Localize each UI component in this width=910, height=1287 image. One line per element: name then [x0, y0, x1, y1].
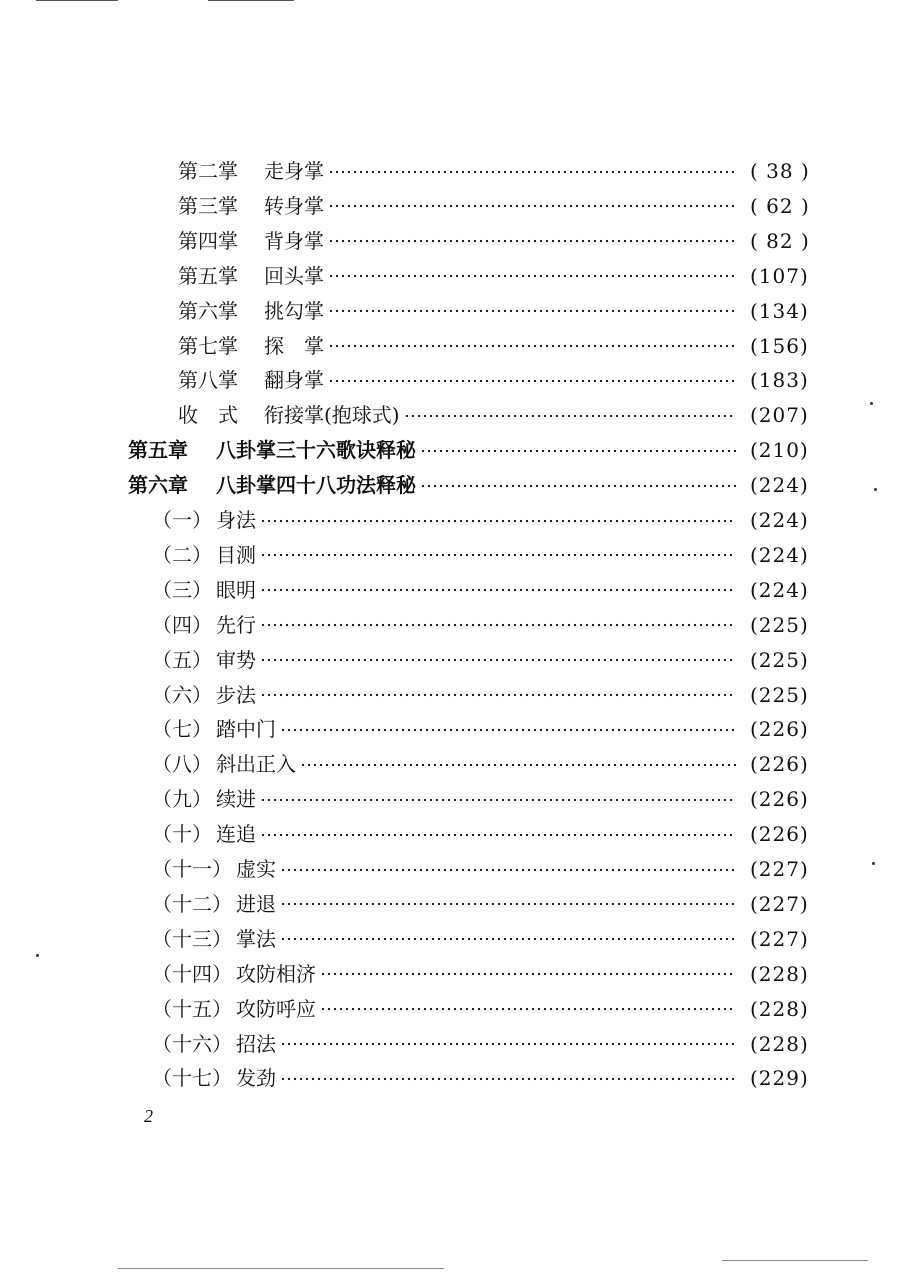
toc-entry-label: 第四掌 [178, 228, 238, 253]
toc-entry-page: (227) [750, 926, 809, 951]
dot-leader [328, 344, 736, 348]
dot-leader [280, 1042, 736, 1046]
toc-entry-title: 掌法 [236, 926, 276, 951]
toc-row [0, 468, 910, 503]
toc-row [0, 887, 910, 922]
toc-entry-page: (228) [750, 961, 809, 986]
toc-entry-page: (226) [750, 717, 809, 742]
toc-entry-page: (227) [750, 891, 809, 916]
toc-entry-page: (224) [750, 542, 809, 567]
dot-leader [280, 902, 736, 906]
toc-entry-label: （三） [152, 577, 212, 602]
toc-row [0, 363, 910, 398]
toc-entry-heading [152, 782, 256, 817]
toc-row [0, 817, 910, 852]
toc-entry-heading [178, 259, 324, 294]
toc-entry-heading [178, 154, 324, 189]
toc-row [0, 643, 910, 678]
toc-row [0, 573, 910, 608]
toc-row [0, 294, 910, 329]
dot-leader [260, 693, 736, 697]
toc-entry-page: (107) [750, 263, 809, 288]
toc-entry-heading [178, 189, 324, 224]
toc-entry-page: (225) [750, 647, 809, 672]
toc-row [0, 433, 910, 468]
toc-entry-label: （十六） [152, 1031, 232, 1056]
toc-entry-page: (225) [750, 682, 809, 707]
toc-entry-label: 第五掌 [178, 263, 238, 288]
dot-leader [300, 763, 736, 767]
scan-speck [874, 488, 877, 491]
toc-entry-label: 收 式 [178, 403, 238, 428]
toc-entry-label: 第三掌 [178, 193, 238, 218]
toc-entry-label: （十） [152, 822, 212, 847]
toc-entry-title: 踏中门 [216, 717, 276, 742]
toc-entry-title: 先行 [216, 612, 256, 637]
toc-entry-heading [152, 643, 256, 678]
toc-entry-heading [178, 363, 324, 398]
toc-entry-heading [178, 398, 400, 433]
toc-entry-page: (210) [750, 438, 809, 463]
toc-entry-label: （十二） [152, 891, 232, 916]
dot-leader [280, 728, 736, 732]
toc-row [0, 538, 910, 573]
toc-entry-label: （十一） [152, 857, 232, 881]
toc-entry-page: (207) [750, 403, 809, 428]
toc-row [0, 503, 910, 538]
toc-entry-title: 探 掌 [264, 333, 324, 358]
toc-entry-title: 审势 [216, 647, 256, 672]
toc-entry-title: 连追 [216, 822, 256, 847]
toc-entry-title: 斜出正入 [216, 752, 296, 777]
toc-entry-heading [152, 992, 316, 1027]
toc-entry-heading [152, 503, 256, 538]
dot-leader [328, 170, 736, 174]
toc-entry-label: （十五） [152, 996, 232, 1021]
toc-entry-page: (228) [750, 996, 809, 1021]
toc-entry-page: (224) [750, 577, 809, 602]
toc-entry-label: （十七） [152, 1066, 232, 1091]
toc-row [0, 329, 910, 364]
toc-entry-title: 走身掌 [264, 159, 324, 183]
toc-entry-label: 第二掌 [178, 159, 238, 183]
toc-entry-page: ( 62 ) [750, 193, 810, 218]
toc-entry-heading [178, 329, 324, 364]
toc-entry-label: （八） [152, 752, 212, 777]
toc-entry-heading [152, 1061, 276, 1096]
toc-entry-title: 翻身掌 [264, 368, 324, 393]
dot-leader [260, 519, 736, 523]
toc-entry-label: （十四） [152, 961, 232, 986]
toc-entry-label: 第七掌 [178, 333, 238, 358]
dot-leader [404, 414, 736, 418]
toc-row [0, 678, 910, 713]
toc-row [0, 747, 910, 782]
toc-entry-heading [152, 712, 276, 747]
toc-row [0, 782, 910, 817]
toc-entry-title: 身法 [216, 508, 256, 532]
toc-entry-page: ( 82 ) [750, 228, 810, 253]
toc-entry-title: 回头掌 [264, 263, 324, 288]
dot-leader [280, 937, 736, 941]
scan-speck [872, 862, 875, 865]
toc-entry-heading [178, 224, 324, 259]
toc-entry-label: （九） [152, 787, 212, 812]
scan-speck [870, 402, 873, 405]
dot-leader [260, 588, 736, 592]
toc-entry-heading [152, 852, 276, 887]
toc-row [0, 1027, 910, 1062]
dot-leader [420, 449, 736, 453]
toc-entry-page: (227) [750, 857, 809, 881]
dot-leader [260, 833, 736, 837]
dot-leader [328, 274, 736, 278]
toc-entry-heading [152, 538, 256, 573]
dot-leader [280, 1077, 736, 1081]
toc-entry-label: 第五章 [128, 438, 188, 463]
dot-leader [320, 1007, 736, 1011]
toc-entry-title: 背身掌 [264, 228, 324, 253]
toc-entry-page: (156) [750, 333, 809, 358]
toc-row [0, 154, 910, 189]
toc-row [0, 259, 910, 294]
toc-entry-title: 衔接掌(抱球式) [264, 403, 400, 428]
toc-entry-heading [128, 468, 416, 503]
dot-leader [260, 798, 736, 802]
top-rule-right [208, 0, 294, 1]
toc-entry-title: 攻防相济 [236, 961, 316, 986]
dot-leader [260, 623, 736, 627]
toc-entry-title: 招法 [236, 1031, 276, 1056]
toc-entry-page: (224) [750, 508, 809, 532]
dot-leader [260, 658, 736, 662]
toc-entry-title: 挑勾掌 [264, 298, 324, 323]
toc-entry-page: (226) [750, 787, 809, 812]
toc-entry-heading [128, 433, 416, 468]
toc-entry-label: （六） [152, 682, 212, 707]
toc-row [0, 852, 910, 887]
dot-leader [320, 972, 736, 976]
toc-entry-heading [152, 573, 256, 608]
toc-entry-page: ( 38 ) [750, 159, 810, 183]
toc-entry-heading [178, 294, 324, 329]
toc-entry-label: 第八掌 [178, 368, 238, 393]
toc-row [0, 189, 910, 224]
toc-entry-label: （五） [152, 647, 212, 672]
toc-row [0, 922, 910, 957]
dot-leader [328, 204, 736, 208]
toc-entry-label: （一） [152, 508, 212, 532]
toc-row [0, 224, 910, 259]
toc-entry-page: (183) [750, 368, 809, 393]
toc-entry-title: 转身掌 [264, 193, 324, 218]
scan-speck [36, 954, 39, 957]
toc-row [0, 608, 910, 643]
toc-entry-heading [152, 957, 316, 992]
toc-entry-page: (224) [750, 473, 809, 498]
toc-entry-label: 第六章 [128, 473, 188, 498]
toc-entry-title: 步法 [216, 682, 256, 707]
bottom-rule-left [118, 1268, 444, 1269]
toc-entry-title: 目测 [216, 542, 256, 567]
toc-entry-title: 发劲 [236, 1066, 276, 1091]
toc-row [0, 398, 910, 433]
toc-entry-title: 八卦掌三十六歌诀释秘 [216, 438, 416, 463]
toc-entry-page: (226) [750, 752, 809, 777]
toc-entry-page: (229) [750, 1066, 809, 1091]
dot-leader [280, 868, 736, 872]
toc-entry-title: 虚实 [236, 857, 276, 881]
top-rule-left [36, 0, 118, 1]
toc-entry-heading [152, 887, 276, 922]
toc-entry-page: (225) [750, 612, 809, 637]
toc-entry-label: （十三） [152, 926, 232, 951]
toc-entry-title: 进退 [236, 891, 276, 916]
dot-leader [328, 239, 736, 243]
toc-entry-label: 第六掌 [178, 298, 238, 323]
toc-row [0, 992, 910, 1027]
bottom-rule-right [722, 1260, 868, 1261]
toc-entry-heading [152, 922, 276, 957]
toc-entry-label: （七） [152, 717, 212, 742]
toc-row [0, 1061, 910, 1096]
dot-leader [328, 379, 736, 383]
toc-entry-heading [152, 747, 296, 782]
page-number: 2 [144, 1106, 153, 1126]
dot-leader [260, 553, 736, 557]
toc-entry-title: 攻防呼应 [236, 996, 316, 1021]
toc-entry-title: 眼明 [216, 577, 256, 602]
toc-entry-heading [152, 608, 256, 643]
toc-entry-page: (226) [750, 822, 809, 847]
toc-entry-page: (228) [750, 1031, 809, 1056]
toc-row [0, 957, 910, 992]
toc-entry-label: （二） [152, 542, 212, 567]
toc-entry-title: 八卦掌四十八功法释秘 [216, 473, 416, 498]
dot-leader [420, 484, 736, 488]
toc-entry-label: （四） [152, 612, 212, 637]
toc-entry-page: (134) [750, 298, 809, 323]
toc-entry-heading [152, 817, 256, 852]
toc-entry-heading [152, 1027, 276, 1062]
toc-row [0, 712, 910, 747]
toc-entry-heading [152, 678, 256, 713]
dot-leader [328, 309, 736, 313]
toc-entry-title: 续进 [216, 787, 256, 812]
